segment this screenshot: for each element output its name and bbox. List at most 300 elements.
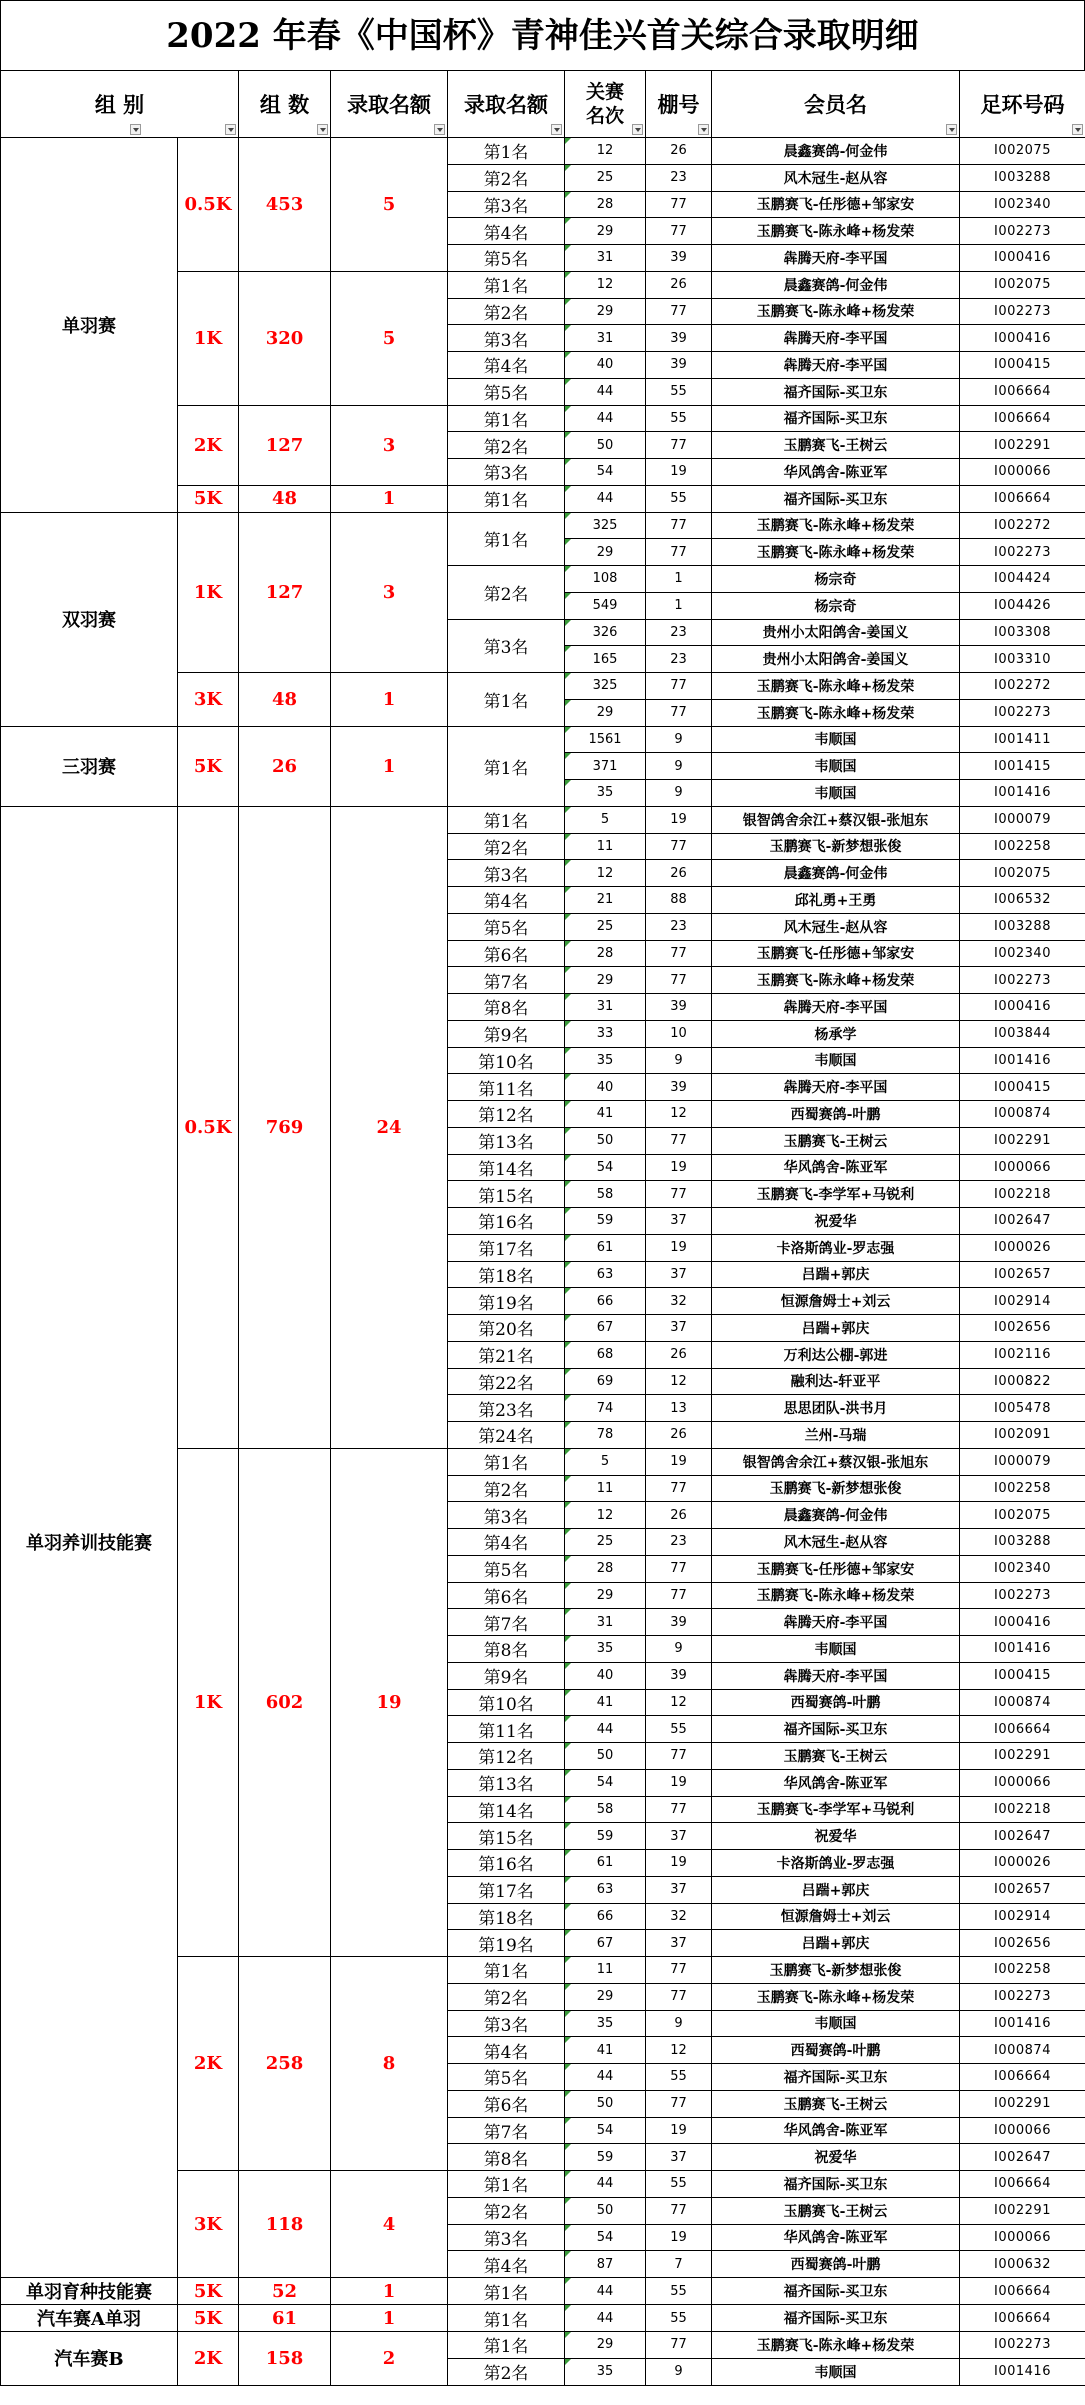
header-ring [960,71,1085,138]
table-row [1,512,1085,539]
race-rank-cell: 61 [565,1234,646,1261]
race-rank-cell: 54 [565,459,646,486]
rank-cell: 第11名 [448,1074,565,1101]
ring-number-cell: I003288 [960,164,1085,191]
pen-number-cell: 19 [646,1850,712,1877]
race-rank-cell: 44 [565,2305,646,2332]
member-name-cell: 犇腾天府-李平国 [712,1609,960,1636]
pen-number-cell: 77 [646,1127,712,1154]
distance-cell: 1K [178,271,239,405]
rank-cell: 第17名 [448,1234,565,1261]
ring-number-cell: I000066 [960,1769,1085,1796]
member-name-cell: 玉鹏赛飞-陈永峰+杨发荣 [712,218,960,245]
ring-number-cell: I000415 [960,352,1085,379]
member-name-cell: 华风鸽舍-陈亚军 [712,1154,960,1181]
race-rank-cell: 44 [565,405,646,432]
ring-number-cell: I000822 [960,1368,1085,1395]
quota-cell: 3 [331,512,448,673]
distance-cell: 5K [178,726,239,806]
race-rank-cell: 5 [565,1448,646,1475]
pen-number-cell: 12 [646,1101,712,1128]
ring-number-cell: I002273 [960,1582,1085,1609]
filter-dropdown-icon[interactable] [434,124,445,135]
race-rank-cell: 29 [565,539,646,566]
ring-number-cell: I002657 [960,1876,1085,1903]
race-rank-cell: 78 [565,1422,646,1449]
member-name-cell: 华风鸽舍-陈亚军 [712,2117,960,2144]
member-name-cell: 玉鹏赛飞-陈永峰+杨发荣 [712,1582,960,1609]
race-rank-cell: 21 [565,887,646,914]
race-rank-cell: 29 [565,967,646,994]
race-rank-cell: 50 [565,1127,646,1154]
ring-number-cell: I004426 [960,592,1085,619]
ring-number-cell: I004424 [960,566,1085,593]
member-name-cell: 风木冠生-赵从容 [712,913,960,940]
member-name-cell: 吕踹+郭庆 [712,1876,960,1903]
rank-cell: 第1名 [448,512,565,566]
pen-number-cell: 77 [646,512,712,539]
member-name-cell: 玉鹏赛飞-李学军+马锐利 [712,1796,960,1823]
race-rank-cell: 50 [565,2197,646,2224]
race-rank-cell: 12 [565,271,646,298]
filter-dropdown-icon[interactable] [632,124,643,135]
member-name-cell: 韦顺国 [712,726,960,753]
ring-number-cell: I003308 [960,619,1085,646]
ring-number-cell: I000416 [960,245,1085,272]
pen-number-cell: 77 [646,699,712,726]
race-rank-cell: 326 [565,619,646,646]
member-name-cell: 晨鑫赛鸽-何金伟 [712,1502,960,1529]
rank-cell: 第1名 [448,2332,565,2359]
header-group-label: 组 别 [94,91,145,117]
rank-cell: 第3名 [448,191,565,218]
distance-cell: 3K [178,673,239,727]
pen-number-cell: 26 [646,138,712,165]
race-rank-cell: 40 [565,352,646,379]
pen-number-cell: 9 [646,780,712,807]
race-rank-cell: 29 [565,1983,646,2010]
quota-cell: 8 [331,1957,448,2171]
ring-number-cell: I000416 [960,1609,1085,1636]
member-name-cell: 玉鹏赛飞-王树云 [712,1127,960,1154]
rank-cell: 第19名 [448,1288,565,1315]
ring-number-cell: I002291 [960,1127,1085,1154]
filter-dropdown-icon[interactable] [317,124,328,135]
member-name-cell: 福齐国际-买卫东 [712,2278,960,2305]
member-name-cell: 贵州小太阳鸽舍-姜国义 [712,619,960,646]
member-name-cell: 福齐国际-买卫东 [712,1716,960,1743]
pen-number-cell: 26 [646,271,712,298]
rank-cell: 第3名 [448,1502,565,1529]
member-name-cell: 晨鑫赛鸽-何金伟 [712,138,960,165]
ring-number-cell: I002258 [960,1475,1085,1502]
rank-cell: 第8名 [448,994,565,1021]
rank-cell: 第2名 [448,164,565,191]
race-rank-cell: 31 [565,994,646,1021]
member-name-cell: 吕踹+郭庆 [712,1315,960,1342]
ring-number-cell: I001416 [960,2358,1085,2385]
quota-cell: 4 [331,2171,448,2278]
ring-number-cell: I006664 [960,2171,1085,2198]
pen-number-cell: 12 [646,1368,712,1395]
rank-cell: 第1名 [448,1957,565,1984]
member-name-cell: 玉鹏赛飞-陈永峰+杨发荣 [712,673,960,700]
ring-number-cell: I002075 [960,271,1085,298]
member-name-cell: 卡洛斯鸽业-罗志强 [712,1850,960,1877]
race-rank-cell: 25 [565,913,646,940]
ring-number-cell: I006532 [960,887,1085,914]
pen-number-cell: 77 [646,432,712,459]
header-count [239,71,331,138]
rank-cell: 第9名 [448,1020,565,1047]
filter-dropdown-icon[interactable] [225,124,236,135]
filter-dropdown-icon[interactable] [1072,124,1083,135]
pen-number-cell: 9 [646,726,712,753]
ring-number-cell: I002273 [960,1983,1085,2010]
group-count-cell: 127 [239,405,331,485]
member-name-cell: 玉鹏赛飞-陈永峰+杨发荣 [712,699,960,726]
pen-number-cell: 23 [646,164,712,191]
pen-number-cell: 77 [646,1796,712,1823]
pen-number-cell: 55 [646,405,712,432]
race-rank-cell: 41 [565,1101,646,1128]
member-name-cell: 犇腾天府-李平国 [712,1074,960,1101]
rank-cell: 第2名 [448,2358,565,2385]
results-body [1,138,1085,2386]
pen-number-cell: 26 [646,1502,712,1529]
member-name-cell: 福齐国际-买卫东 [712,378,960,405]
ring-number-cell: I002091 [960,1422,1085,1449]
pen-number-cell: 77 [646,298,712,325]
pen-number-cell: 55 [646,485,712,512]
race-rank-cell: 54 [565,2117,646,2144]
pen-number-cell: 77 [646,1957,712,1984]
table-row [1,2278,1085,2305]
race-rank-cell: 54 [565,2224,646,2251]
group-name: 单羽养训技能赛 [1,806,178,2277]
member-name-cell: 贵州小太阳鸽舍-姜国义 [712,646,960,673]
pen-number-cell: 19 [646,1154,712,1181]
rank-cell: 第10名 [448,1047,565,1074]
quota-cell: 19 [331,1448,448,1956]
rank-cell: 第19名 [448,1930,565,1957]
race-rank-cell: 165 [565,646,646,673]
pen-number-cell: 37 [646,2144,712,2171]
ring-number-cell: I002291 [960,2090,1085,2117]
ring-number-cell: I002075 [960,860,1085,887]
pen-number-cell: 39 [646,994,712,1021]
table-row [1,806,1085,833]
pen-number-cell: 37 [646,1261,712,1288]
race-rank-cell: 50 [565,1743,646,1770]
ring-number-cell: I000079 [960,806,1085,833]
table-row [1,726,1085,753]
rank-cell: 第1名 [448,2171,565,2198]
member-name-cell: 邱礼勇+王勇 [712,887,960,914]
ring-number-cell: I003310 [960,646,1085,673]
header-pen-label: 棚号 [657,91,700,117]
header-race-rank-label [586,80,624,128]
race-rank-cell: 41 [565,1689,646,1716]
race-rank-cell: 12 [565,138,646,165]
race-rank-cell: 35 [565,2010,646,2037]
rank-cell: 第4名 [448,2251,565,2278]
pen-number-cell: 77 [646,2090,712,2117]
pen-number-cell: 9 [646,2010,712,2037]
race-rank-cell: 50 [565,432,646,459]
member-name-cell: 玉鹏赛飞-任彤德+邹家安 [712,1555,960,1582]
pen-number-cell: 55 [646,2278,712,2305]
quota-cell: 1 [331,673,448,727]
member-name-cell: 玉鹏赛飞-陈永峰+杨发荣 [712,967,960,994]
ring-number-cell: I000632 [960,2251,1085,2278]
header-pen [646,71,712,138]
header-member-label: 会员名 [804,91,867,117]
member-name-cell: 恒源詹姆士+刘云 [712,1288,960,1315]
header-group [1,71,239,138]
member-name-cell: 韦顺国 [712,780,960,807]
race-rank-cell: 67 [565,1930,646,1957]
ring-number-cell: I002273 [960,298,1085,325]
pen-number-cell: 77 [646,673,712,700]
member-name-cell: 犇腾天府-李平国 [712,994,960,1021]
group-name: 汽车赛B [1,2332,178,2386]
pen-number-cell: 77 [646,940,712,967]
pen-number-cell: 10 [646,1020,712,1047]
rank-cell: 第2名 [448,1983,565,2010]
pen-number-cell: 88 [646,887,712,914]
race-rank-cell: 35 [565,780,646,807]
filter-dropdown-icon[interactable] [551,124,562,135]
race-rank-cell: 25 [565,164,646,191]
filter-dropdown-icon[interactable] [698,124,709,135]
ring-number-cell: I006664 [960,2305,1085,2332]
ring-number-cell: I002291 [960,1743,1085,1770]
member-name-cell: 晨鑫赛鸽-何金伟 [712,860,960,887]
quota-cell: 2 [331,2332,448,2386]
pen-number-cell: 55 [646,2171,712,2198]
rank-cell: 第4名 [448,218,565,245]
distance-cell: 5K [178,485,239,512]
distance-cell: 1K [178,512,239,673]
member-name-cell: 犇腾天府-李平国 [712,325,960,352]
rank-cell: 第12名 [448,1101,565,1128]
pen-number-cell: 77 [646,1743,712,1770]
rank-cell: 第1名 [448,405,565,432]
pen-number-cell: 32 [646,1903,712,1930]
ring-number-cell: I002116 [960,1341,1085,1368]
race-rank-cell: 59 [565,1208,646,1235]
pen-number-cell: 77 [646,967,712,994]
rank-cell: 第21名 [448,1341,565,1368]
member-name-cell: 祝爱华 [712,1208,960,1235]
pen-number-cell: 39 [646,245,712,272]
member-name-cell: 福齐国际-买卫东 [712,2305,960,2332]
race-rank-cell: 29 [565,2332,646,2359]
distance-cell: 2K [178,405,239,485]
member-name-cell: 华风鸽舍-陈亚军 [712,459,960,486]
pen-number-cell: 9 [646,1047,712,1074]
pen-number-cell: 9 [646,753,712,780]
race-rank-cell: 44 [565,2064,646,2091]
rank-cell: 第3名 [448,860,565,887]
pen-number-cell: 19 [646,459,712,486]
distance-cell: 1K [178,1448,239,1956]
race-rank-cell: 40 [565,1662,646,1689]
member-name-cell: 杨宗奇 [712,566,960,593]
pen-number-cell: 12 [646,2037,712,2064]
rank-cell: 第2名 [448,833,565,860]
member-name-cell: 犇腾天府-李平国 [712,1662,960,1689]
ring-number-cell: I002647 [960,2144,1085,2171]
member-name-cell: 玉鹏赛飞-新梦想张俊 [712,833,960,860]
ring-number-cell: I002340 [960,1555,1085,1582]
race-rank-cell: 59 [565,2144,646,2171]
race-rank-cell: 74 [565,1395,646,1422]
member-name-cell: 玉鹏赛飞-陈永峰+杨发荣 [712,539,960,566]
ring-number-cell: I002258 [960,833,1085,860]
race-rank-cell: 59 [565,1823,646,1850]
ring-number-cell: I002273 [960,2332,1085,2359]
member-name-cell: 韦顺国 [712,2358,960,2385]
pen-number-cell: 77 [646,2332,712,2359]
race-rank-cell: 44 [565,485,646,512]
race-rank-cell: 44 [565,2171,646,2198]
pen-number-cell: 19 [646,806,712,833]
race-rank-cell: 35 [565,1047,646,1074]
member-name-cell: 韦顺国 [712,1047,960,1074]
ring-number-cell: I000416 [960,325,1085,352]
header-quota [331,71,448,138]
ring-number-cell: I002273 [960,539,1085,566]
race-rank-cell: 41 [565,2037,646,2064]
pen-number-cell: 77 [646,191,712,218]
race-rank-cell: 31 [565,245,646,272]
race-rank-cell: 28 [565,191,646,218]
ring-number-cell: I001416 [960,1636,1085,1663]
ring-number-cell: I001416 [960,780,1085,807]
ring-number-cell: I002218 [960,1181,1085,1208]
group-count-cell: 61 [239,2305,331,2332]
pen-number-cell: 26 [646,860,712,887]
member-name-cell: 风木冠生-赵从容 [712,164,960,191]
ring-number-cell: I000026 [960,1850,1085,1877]
member-name-cell: 犇腾天府-李平国 [712,352,960,379]
race-rank-cell: 371 [565,753,646,780]
pen-number-cell: 1 [646,592,712,619]
pen-number-cell: 77 [646,1582,712,1609]
rank-cell: 第22名 [448,1368,565,1395]
pen-number-cell: 55 [646,2064,712,2091]
member-name-cell: 银智鸽舍余江+蔡汉银-张旭东 [712,806,960,833]
member-name-cell: 西蜀赛鸽-叶鹏 [712,2251,960,2278]
race-rank-cell: 54 [565,1769,646,1796]
page-title: 2022 年春《中国杯》青神佳兴首关综合录取明细 [0,0,1085,70]
rank-cell: 第7名 [448,2117,565,2144]
ring-number-cell: I001415 [960,753,1085,780]
pen-number-cell: 37 [646,1208,712,1235]
member-name-cell: 玉鹏赛飞-陈永峰+杨发荣 [712,1983,960,2010]
filter-dropdown-icon[interactable] [946,124,957,135]
ring-number-cell: I002218 [960,1796,1085,1823]
ring-number-cell: I000874 [960,2037,1085,2064]
quota-cell: 5 [331,138,448,272]
group-count-cell: 258 [239,1957,331,2171]
rank-cell: 第16名 [448,1850,565,1877]
group-count-cell: 127 [239,512,331,673]
race-rank-cell: 29 [565,699,646,726]
ring-number-cell: I002291 [960,2197,1085,2224]
member-name-cell: 华风鸽舍-陈亚军 [712,2224,960,2251]
rank-cell: 第1名 [448,2278,565,2305]
header-row [1,71,1085,138]
ring-number-cell: I002258 [960,1957,1085,1984]
pen-number-cell: 77 [646,1475,712,1502]
pen-number-cell: 55 [646,378,712,405]
ring-number-cell: I002647 [960,1823,1085,1850]
rank-cell: 第20名 [448,1315,565,1342]
member-name-cell: 玉鹏赛飞-王树云 [712,1743,960,1770]
filter-dropdown-icon[interactable] [130,124,141,135]
race-rank-cell: 5 [565,806,646,833]
race-rank-cell: 54 [565,1154,646,1181]
race-rank-cell: 66 [565,1903,646,1930]
member-name-cell: 福齐国际-买卫东 [712,405,960,432]
pen-number-cell: 37 [646,1315,712,1342]
header-quota-label: 录取名额 [347,91,431,117]
ring-number-cell: I002340 [960,940,1085,967]
rank-cell: 第17名 [448,1876,565,1903]
pen-number-cell: 39 [646,1074,712,1101]
rank-cell: 第3名 [448,2224,565,2251]
member-name-cell: 华风鸽舍-陈亚军 [712,1769,960,1796]
header-member [712,71,960,138]
pen-number-cell: 19 [646,1769,712,1796]
rank-cell: 第1名 [448,1448,565,1475]
ring-number-cell: I002914 [960,1288,1085,1315]
member-name-cell: 风木冠生-赵从容 [712,1529,960,1556]
pen-number-cell: 12 [646,1689,712,1716]
race-rank-cell: 31 [565,1609,646,1636]
pen-number-cell: 39 [646,1609,712,1636]
group-count-cell: 453 [239,138,331,272]
group-count-cell: 48 [239,673,331,727]
rank-cell: 第9名 [448,1662,565,1689]
group-name: 单羽育种技能赛 [1,2278,178,2305]
pen-number-cell: 77 [646,2197,712,2224]
ring-number-cell: I006664 [960,1716,1085,1743]
rank-cell: 第2名 [448,2197,565,2224]
quota-cell: 1 [331,2278,448,2305]
pen-number-cell: 19 [646,1234,712,1261]
rank-cell: 第2名 [448,298,565,325]
table-row [1,2305,1085,2332]
pen-number-cell: 32 [646,1288,712,1315]
rank-cell: 第4名 [448,2037,565,2064]
rank-cell: 第3名 [448,459,565,486]
rank-cell: 第3名 [448,619,565,673]
rank-cell: 第4名 [448,1529,565,1556]
quota-cell: 1 [331,485,448,512]
pen-number-cell: 19 [646,2117,712,2144]
rank-cell: 第13名 [448,1127,565,1154]
ring-number-cell: I000416 [960,994,1085,1021]
race-rank-cell: 40 [565,1074,646,1101]
race-rank-cell: 63 [565,1876,646,1903]
member-name-cell: 玉鹏赛飞-陈永峰+杨发荣 [712,298,960,325]
pen-number-cell: 55 [646,2305,712,2332]
member-name-cell: 韦顺国 [712,2010,960,2037]
